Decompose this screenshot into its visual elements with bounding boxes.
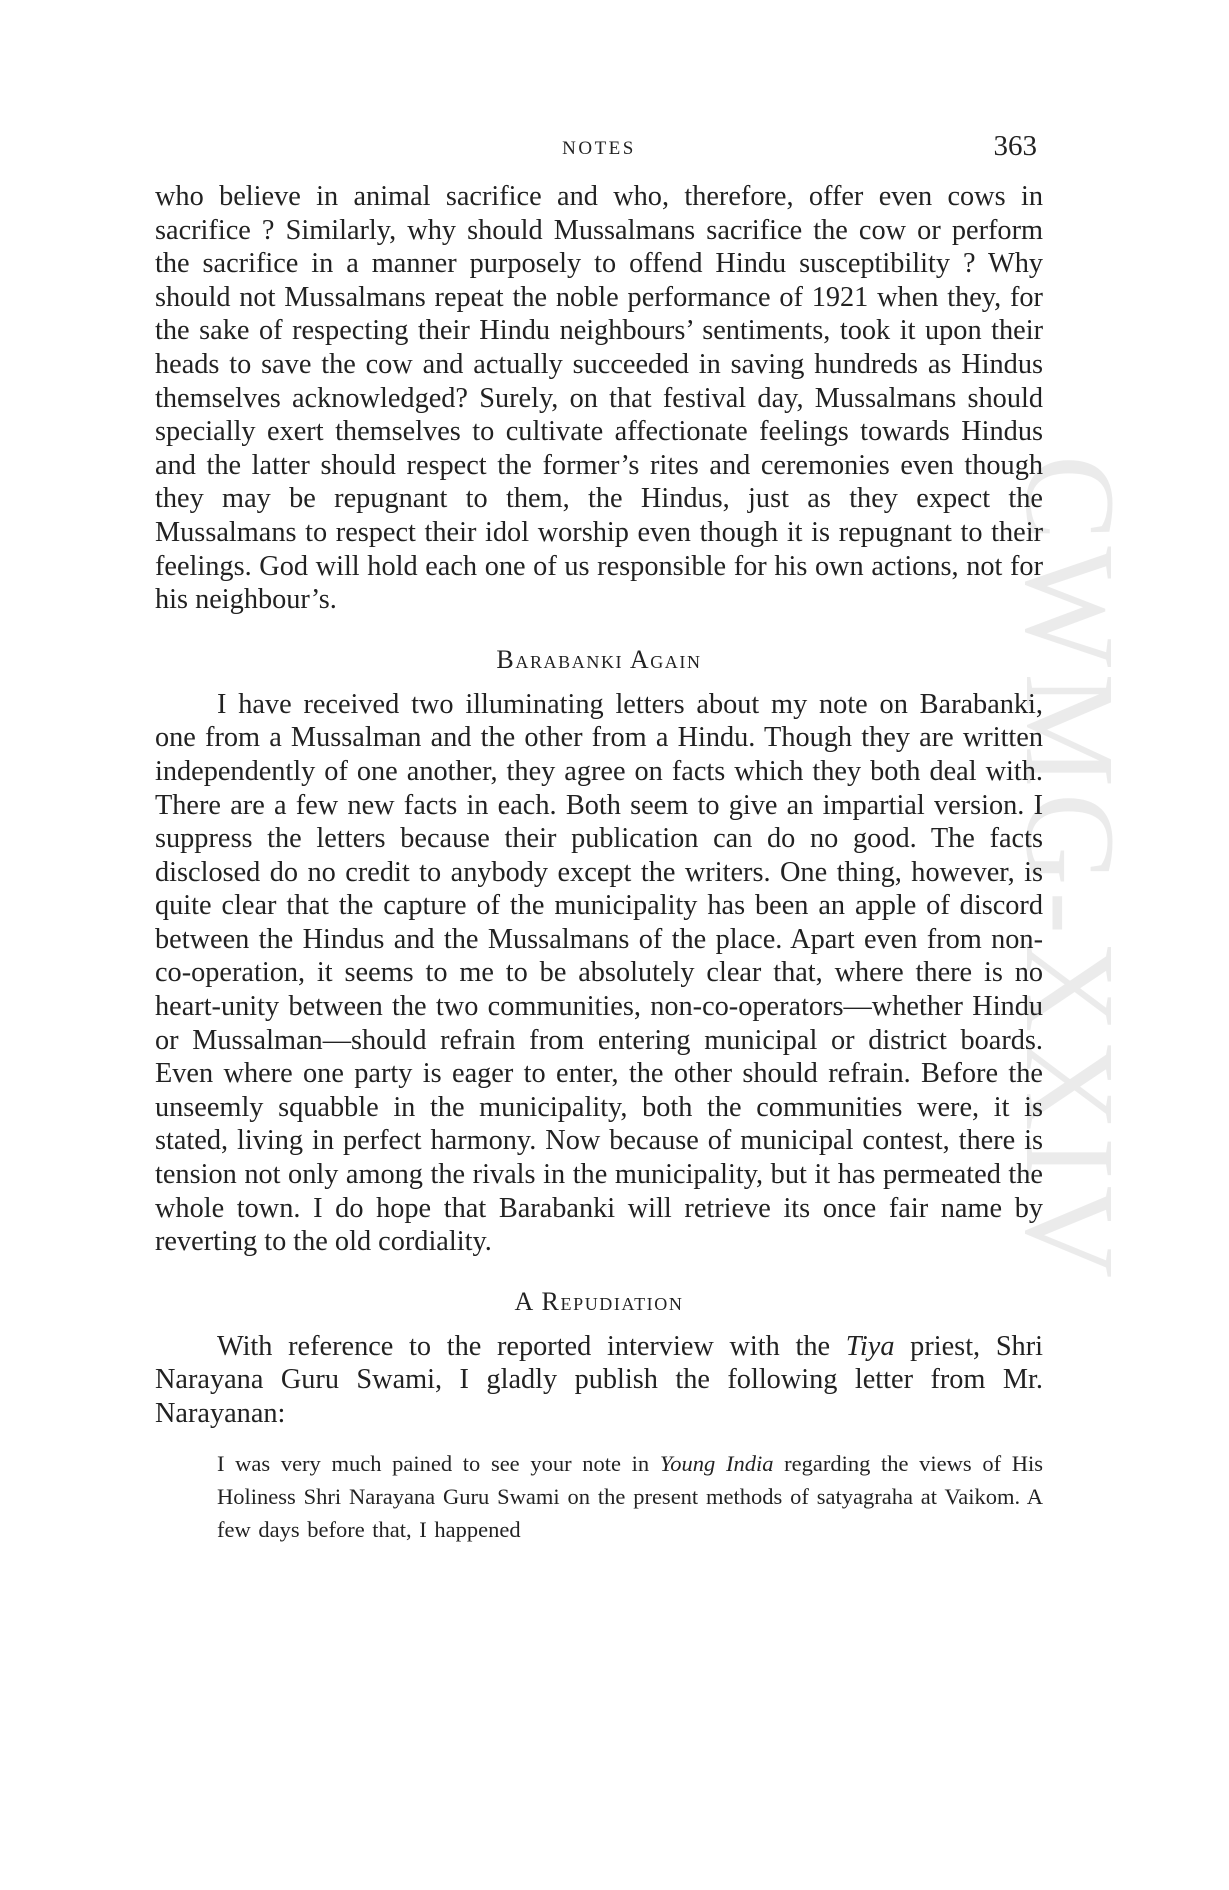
- repudiation-text-italic: Tiya: [845, 1330, 895, 1362]
- section-heading-barabanki: Barabanki Again: [496, 644, 702, 674]
- watermark: CWMG-XXIV: [999, 455, 1141, 1284]
- page-number: 363: [993, 130, 1037, 162]
- section-body-repudiation: [155, 1330, 1043, 1431]
- quote-text-start: I was very much pained to see your note in: [217, 1450, 660, 1476]
- running-title: NOTES: [562, 138, 636, 159]
- repudiation-text-end: priest, Shri Narayana Guru Swami, I gladly publish the following letter from Mr. Narayanan:: [155, 1330, 1043, 1429]
- repudiation-text-start: With reference to the reported interview with the: [217, 1330, 846, 1362]
- opening-paragraph: who believe in animal sacrifice and who, therefore, offer even cows in sacrifice ? Similarly, why should Mussalmans sacrifice the cow or perform the sacrifice in a manner purposely to offend Hindu susceptibility ? Why should not Mussalmans repeat the noble performance of 1921 when they, for the sake of respecting their Hindu neighbours’ sentiments, took it upon their heads to save the cow and actually succeeded in saving hundreds as Hindus themselves acknowledged? Surely, on that festival day, Mussalmans should specially exert themselves to cultivate affectionate feelings towards Hindus and the latter should respect the former’s rites and ceremonies even though they may be repugnant to them, the Hindus, just as they expect the Mussalmans to respect their idol worship even though it is repugnant to their feelings. God will hold each one of us responsible for his own actions, not for his neighbour’s.: [155, 181, 1043, 616]
- text-block: [155, 180, 1043, 1546]
- section-heading-repudiation: A Repudiation: [514, 1286, 684, 1316]
- quote-text-italic: Young India: [659, 1450, 774, 1476]
- quote-text-end: regarding the views of His Holiness Shri Narayana Guru Swami on the present methods of satyagraha at Vaikom. A few days before that, I happened: [217, 1450, 1043, 1543]
- running-head: [155, 130, 1043, 170]
- quoted-letter: [217, 1447, 1043, 1547]
- section-body-barabanki: I have received two illuminating letters about my note on Barabanki, one from a Mussalman and the other from a Hindu. Though they are written independently of one another, they agree on facts which they both deal with. There are a few new facts in each. Both seem to give an impartial version. I suppress the letters because their publication can do no good. The facts disclosed do no credit to anybody except the writers. One thing, however, is quite clear that the capture of the municipality has been an apple of discord between the Hindus and the Mussalmans of the place. Apart even from non-co-operation, it seems to me to be absolutely clear that, where there is no heart-unity between the two communities, non-co-operators—whether Hindu or Mussalman—should refrain from entering municipal or district boards. Even where one party is eager to enter, the other should refrain. Before the unseemly squabble in the municipality, both the communities were, it is stated, living in perfect harmony. Now because of municipal contest, there is tension not only among the rivals in the municipality, but it has permeated the whole town. I do hope that Barabanki will retrieve its once fair name by reverting to the old cordiality.: [155, 688, 1043, 1258]
